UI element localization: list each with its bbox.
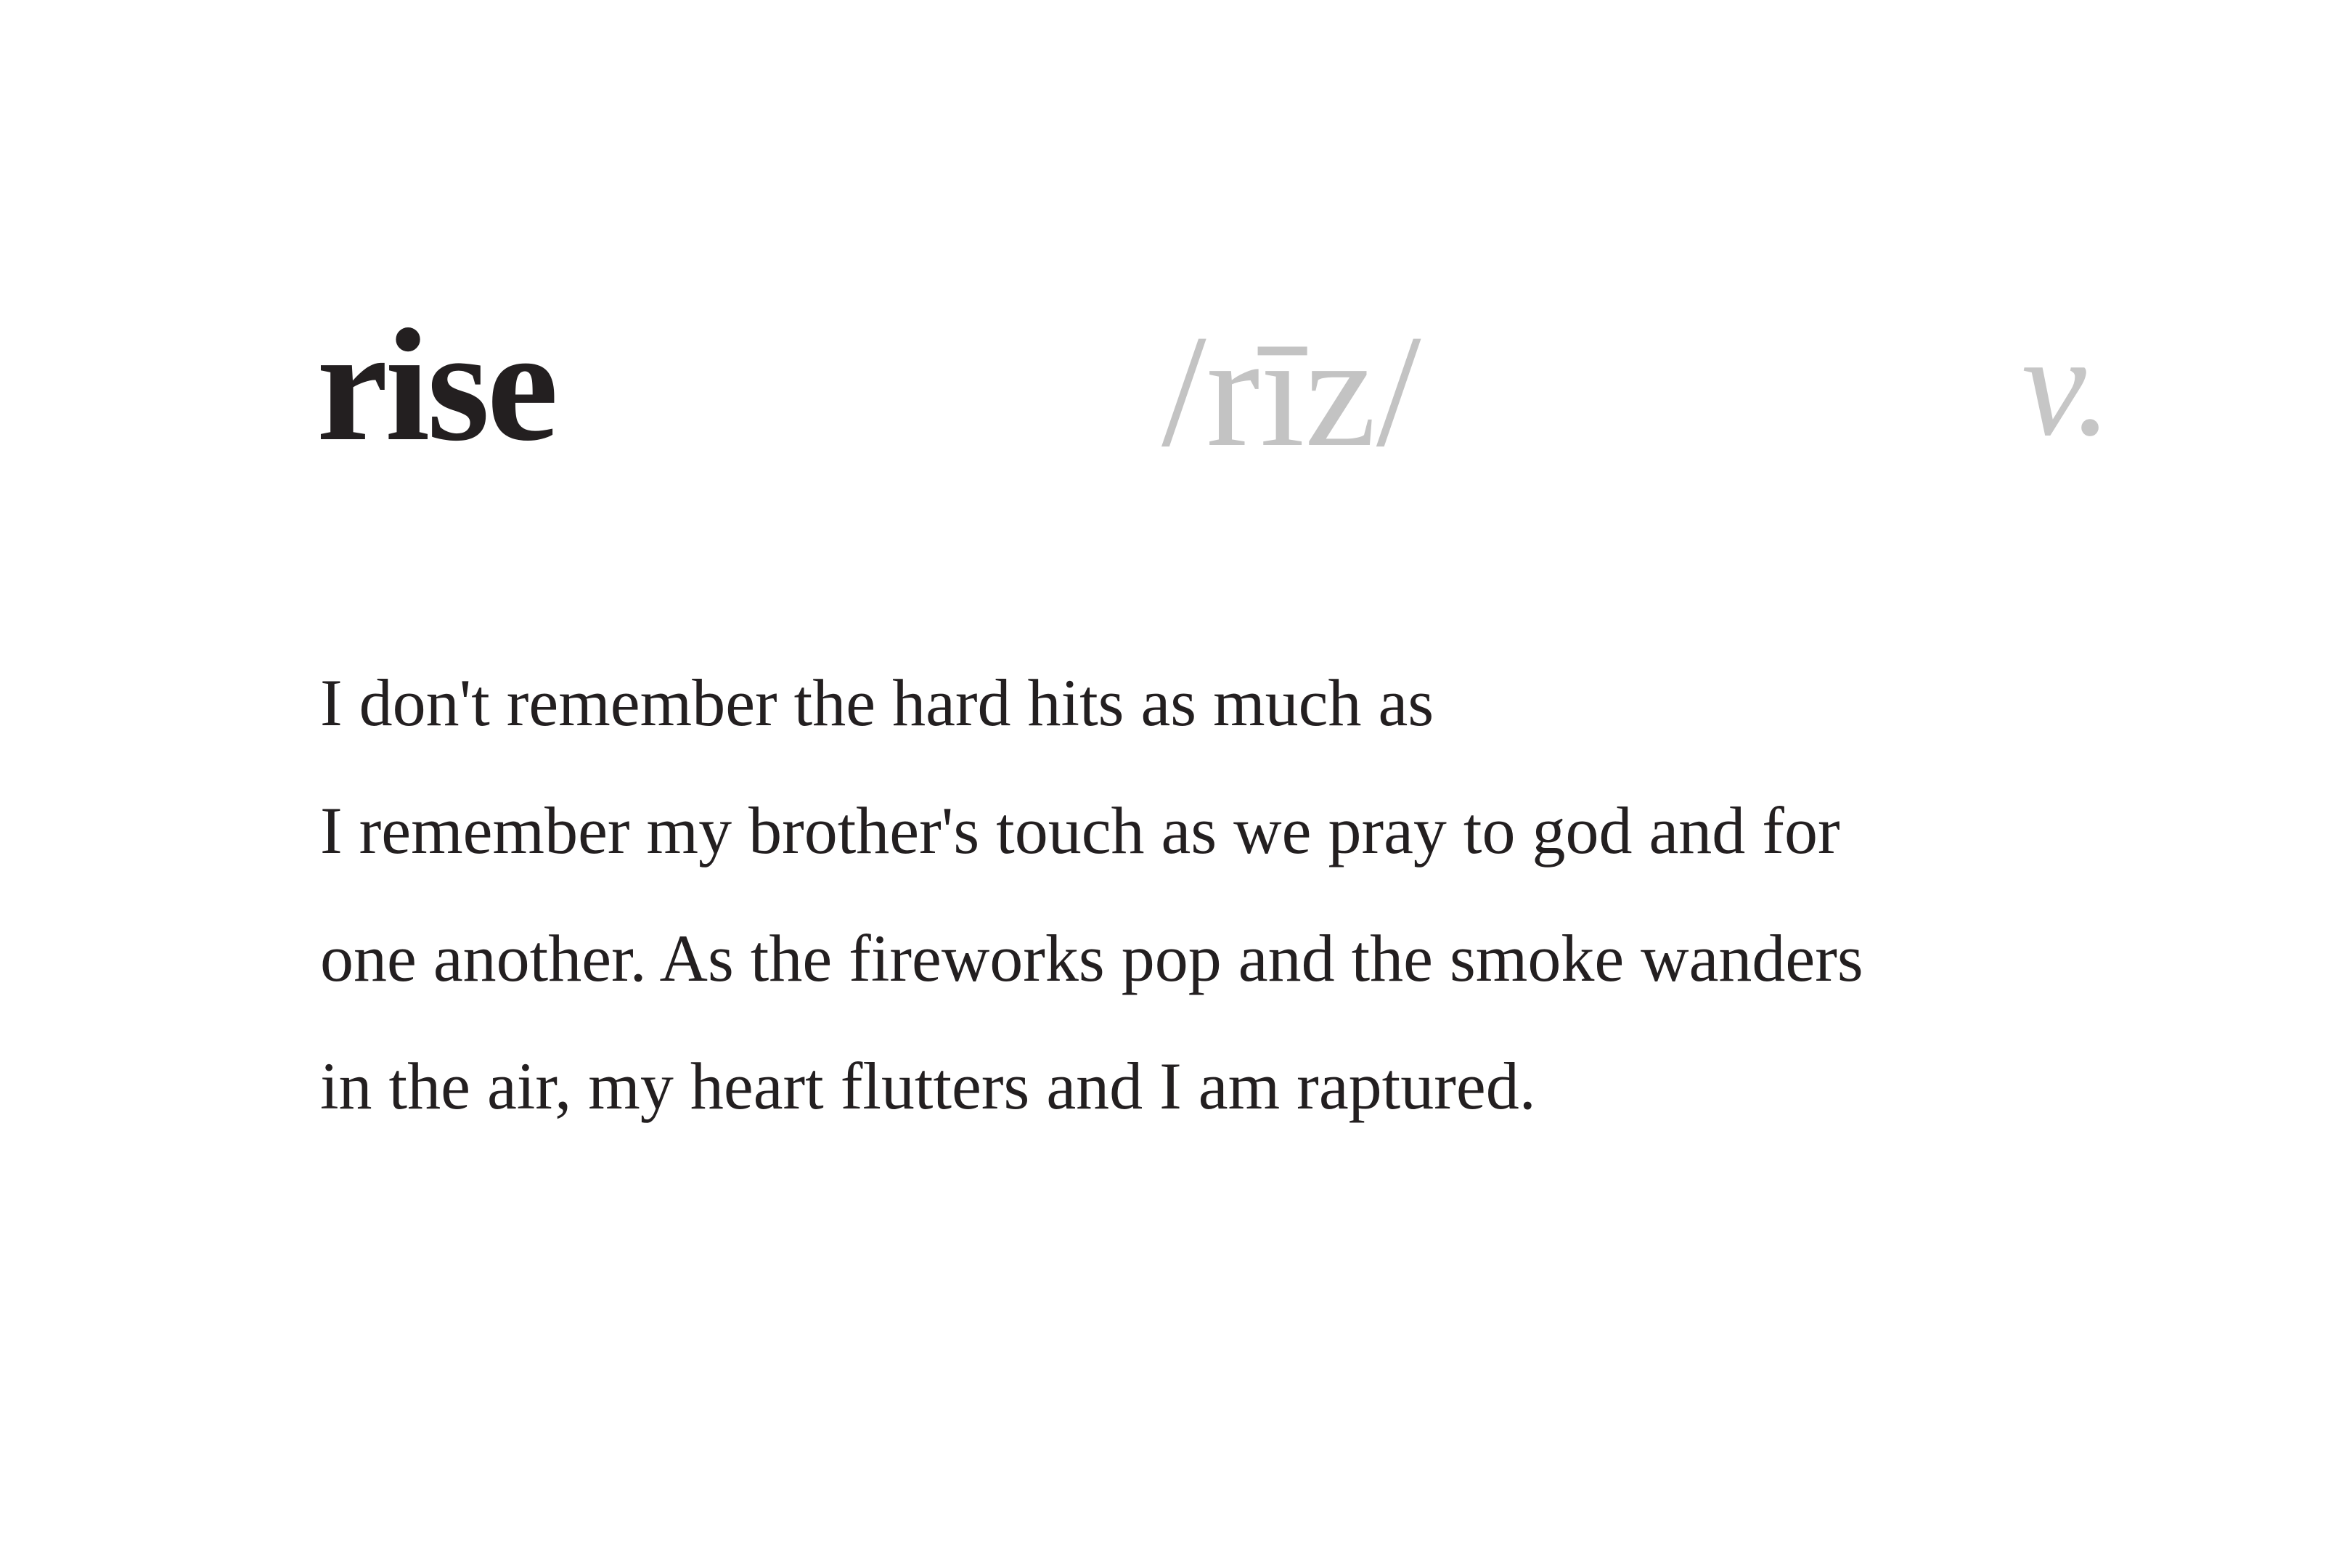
definition-line: in the air, my heart flutters and I am raptured. — [320, 1049, 1536, 1123]
definition-text — [320, 639, 2106, 1150]
pronunciation: /rīz/ — [1161, 302, 1421, 481]
entry-header — [0, 296, 2352, 494]
definition-line: one another. As the fireworks pop and the smoke wanders — [320, 921, 1863, 995]
definition-line: I don't remember the hard hits as much as — [320, 666, 1434, 740]
headword: rise — [317, 296, 556, 475]
definition-line: I remember my brother's touch as we pray to god and for — [320, 793, 1840, 867]
part-of-speech: v. — [2022, 306, 2112, 466]
